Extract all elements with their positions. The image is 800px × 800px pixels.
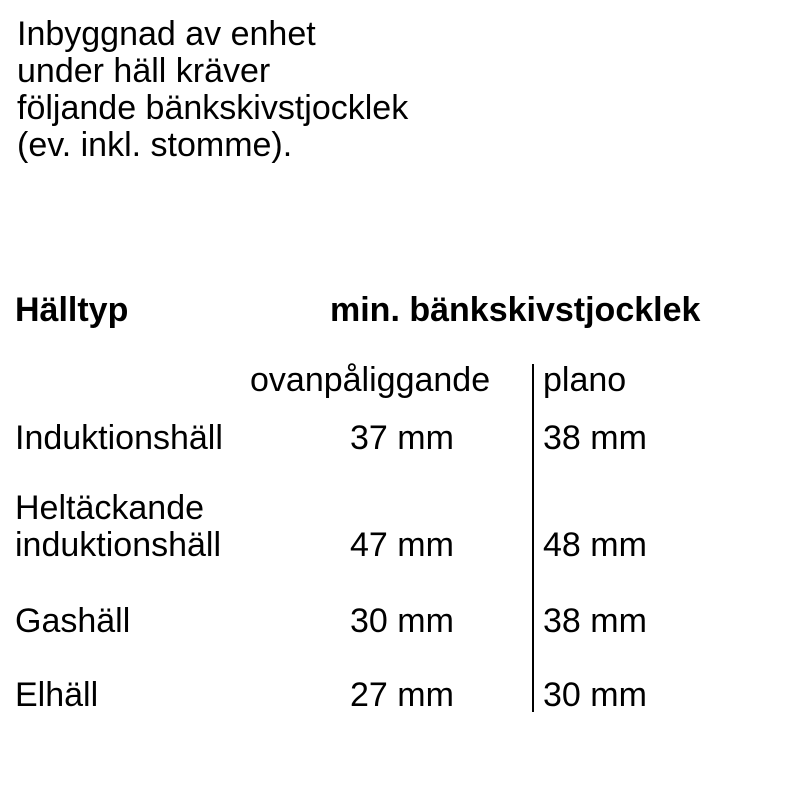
table-cell-plano: 38 mm	[543, 602, 647, 640]
column-divider-line	[532, 364, 534, 712]
intro-line-1: Inbyggnad av enhet	[17, 15, 316, 53]
table-cell-plano: 48 mm	[543, 526, 647, 564]
subheader-ovanpaliggande: ovanpåliggande	[250, 361, 491, 399]
intro-paragraph	[17, 16, 408, 164]
table-cell-plano: 30 mm	[543, 676, 647, 714]
table-cell-ovanpaliggande: 47 mm	[350, 526, 454, 564]
subheader-plano: plano	[543, 361, 627, 399]
table-cell-ovanpaliggande: 27 mm	[350, 676, 454, 714]
table-cell-ovanpaliggande: 30 mm	[350, 602, 454, 640]
table-row-label: Gashäll	[15, 602, 131, 640]
table-cell-plano: 38 mm	[543, 419, 647, 457]
table-cell-ovanpaliggande: 37 mm	[350, 419, 454, 457]
table-row-label-line1: Heltäckande	[15, 489, 205, 527]
table-row-label-line2: induktionshäll	[15, 526, 222, 564]
intro-line-3: följande bänkskivstjocklek	[17, 89, 409, 127]
column-header-halltyp: Hälltyp	[15, 291, 129, 329]
intro-line-4: (ev. inkl. stomme).	[17, 126, 293, 164]
intro-line-2: under häll kräver	[17, 52, 271, 90]
column-header-min-bankskivstjocklek: min. bänkskivstjocklek	[330, 291, 701, 329]
table-row-label: Elhäll	[15, 676, 99, 714]
table-row-label: Induktionshäll	[15, 419, 223, 457]
